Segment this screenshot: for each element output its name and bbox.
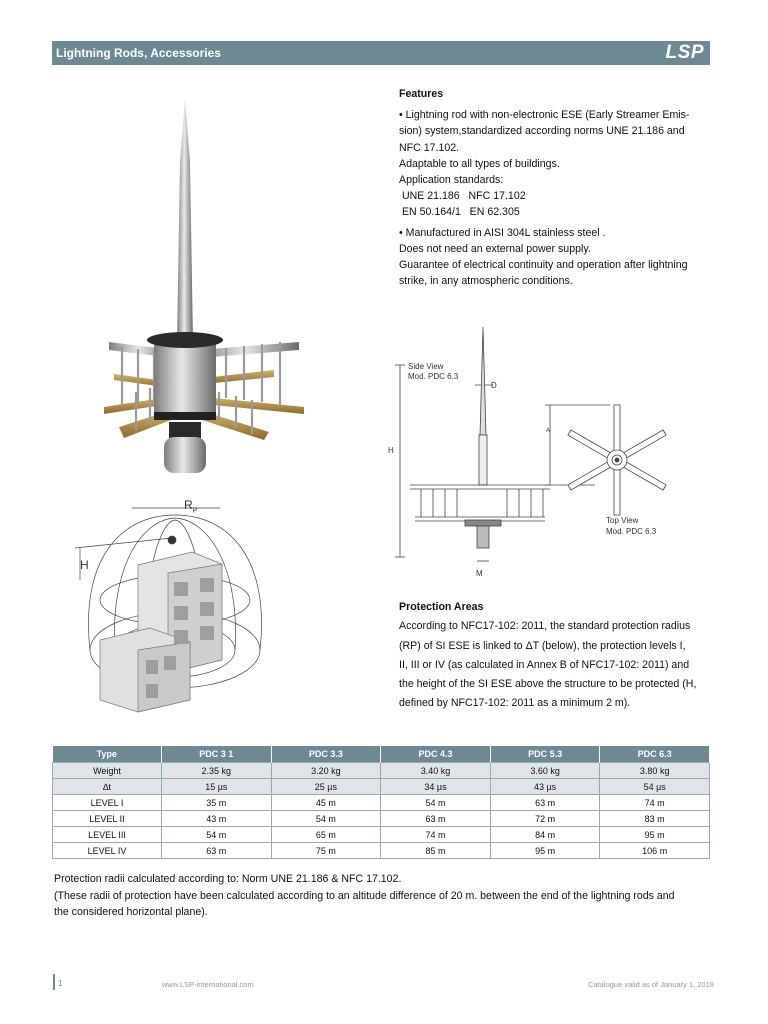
- note-line: (These radii of protection have been calculated according to an altitude difference of 20 m. between the end of the lightning rods and: [54, 889, 675, 902]
- table-cell: 3.60 kg: [490, 763, 600, 779]
- table-cell: 35 m: [162, 795, 272, 811]
- table-cell: 75 m: [271, 843, 381, 859]
- table-row: [53, 811, 710, 827]
- top-view-label: Top View: [606, 516, 639, 525]
- table-cell: 95 m: [600, 827, 710, 843]
- protection-section: [399, 598, 717, 714]
- table-row: [53, 763, 710, 779]
- table-cell: 63 m: [162, 843, 272, 859]
- table-header-row: [53, 746, 710, 763]
- features-line: sion) system,standardized according norms UNE 21.186 and: [399, 125, 685, 138]
- table-cell: LEVEL II: [53, 811, 162, 827]
- specifications-table: [52, 746, 710, 859]
- table-cell: 54 m: [271, 811, 381, 827]
- table-cell: 63 m: [490, 795, 600, 811]
- features-line: Guarantee of electrical continuity and operation after lightning: [399, 259, 688, 272]
- table-cell: LEVEL I: [53, 795, 162, 811]
- dimension-d: D: [491, 381, 497, 390]
- table-cell: ∆t: [53, 779, 162, 795]
- table-cell: LEVEL III: [53, 827, 162, 843]
- column-header: PDC 4.3: [381, 746, 491, 763]
- protection-line: According to NFC17-102: 2011, the standard protection radius: [399, 620, 691, 633]
- radius-subscript: P: [192, 507, 198, 515]
- protection-title: Protection Areas: [399, 601, 484, 613]
- section-title: Lightning Rods, Accessories: [56, 46, 221, 60]
- website-link[interactable]: www.LSP-international.com: [162, 980, 254, 989]
- dimension-a: A: [546, 428, 551, 434]
- top-view-model: Mod. PDC 6.3: [606, 527, 657, 536]
- features-line: strike, in any atmospheric conditions.: [399, 275, 573, 288]
- table-cell: 83 m: [600, 811, 710, 827]
- table-cell: 3.80 kg: [600, 763, 710, 779]
- table-cell: 95 m: [490, 843, 600, 859]
- table-cell: 54 m: [162, 827, 272, 843]
- notes-section: [54, 871, 724, 921]
- height-label: H: [80, 558, 89, 572]
- table-cell: 43 m: [162, 811, 272, 827]
- table-row: [53, 795, 710, 811]
- side-view-model: Mod. PDC 6.3: [408, 372, 459, 381]
- features-line: • Lightning rod with non-electronic ESE (Early Streamer Emis-: [399, 109, 690, 122]
- protection-bubble-diagram: [60, 500, 270, 715]
- table-cell: 84 m: [490, 827, 600, 843]
- table-cell: 2.35 kg: [162, 763, 272, 779]
- features-line: • Manufactured in AISI 304L stainless steel .: [399, 226, 606, 239]
- protection-line: (RP) of SI ESE is linked to ΔT (below), the protection levels I,: [399, 639, 686, 652]
- features-title: Features: [399, 88, 444, 100]
- table-cell: Weight: [53, 763, 162, 779]
- table-cell: 43 µs: [490, 779, 600, 795]
- page-number: 1: [58, 979, 63, 988]
- protection-line: defined by NFC17-102: 2011 as a minimum 2 m).: [399, 697, 631, 710]
- radius-label: [184, 500, 197, 516]
- table-cell: 85 m: [381, 843, 491, 859]
- features-section: [399, 86, 719, 289]
- features-line: Application standards:: [399, 174, 504, 187]
- features-line: UNE 21.186 NFC 17.102: [399, 190, 526, 203]
- table-cell: 15 µs: [162, 779, 272, 795]
- page-header: [52, 41, 710, 65]
- table-cell: 54 µs: [600, 779, 710, 795]
- table-row: [53, 779, 710, 795]
- lightning-rod-photo: [54, 92, 309, 482]
- column-header: PDC 3 1: [162, 746, 272, 763]
- table-cell: 54 m: [381, 795, 491, 811]
- table-cell: 63 m: [381, 811, 491, 827]
- protection-line: the height of the SI ESE above the structure to be protected (H,: [399, 678, 697, 691]
- radius-r: R: [184, 498, 193, 512]
- side-view-label: Side View: [408, 362, 444, 371]
- table-cell: LEVEL IV: [53, 843, 162, 859]
- dimension-h: H: [388, 446, 394, 455]
- table-cell: 106 m: [600, 843, 710, 859]
- catalogue-validity: Catalogue valid as of January 1, 2018: [588, 980, 714, 989]
- note-line: the considered horizontal plane).: [54, 906, 208, 918]
- footer-divider: [53, 974, 55, 990]
- features-line: EN 50.164/1 EN 62.305: [399, 206, 520, 219]
- column-header: Type: [53, 746, 162, 763]
- table-cell: 34 µs: [381, 779, 491, 795]
- features-line: NFC 17.102.: [399, 141, 460, 154]
- table-row: [53, 827, 710, 843]
- table-cell: 45 m: [271, 795, 381, 811]
- dimension-m: M: [476, 569, 483, 578]
- table-cell: 72 m: [490, 811, 600, 827]
- table-cell: 65 m: [271, 827, 381, 843]
- column-header: PDC 6.3: [600, 746, 710, 763]
- table-cell: 74 m: [600, 795, 710, 811]
- column-header: PDC 5.3: [490, 746, 600, 763]
- table-cell: 3.40 kg: [381, 763, 491, 779]
- note-line: Protection radii calculated according to: Norm UNE 21.186 & NFC 17.102.: [54, 873, 402, 885]
- table-row: [53, 843, 710, 859]
- features-line: Does not need an external power supply.: [399, 242, 591, 255]
- table-cell: 3.20 kg: [271, 763, 381, 779]
- features-line: Adaptable to all types of buildings.: [399, 157, 560, 170]
- protection-line: II, III or IV (as calculated in Annex B of NFC17-102: 2011) and: [399, 658, 690, 671]
- table-cell: 25 µs: [271, 779, 381, 795]
- lsp-logo: LSP: [665, 42, 704, 63]
- table-cell: 74 m: [381, 827, 491, 843]
- column-header: PDC 3.3: [271, 746, 381, 763]
